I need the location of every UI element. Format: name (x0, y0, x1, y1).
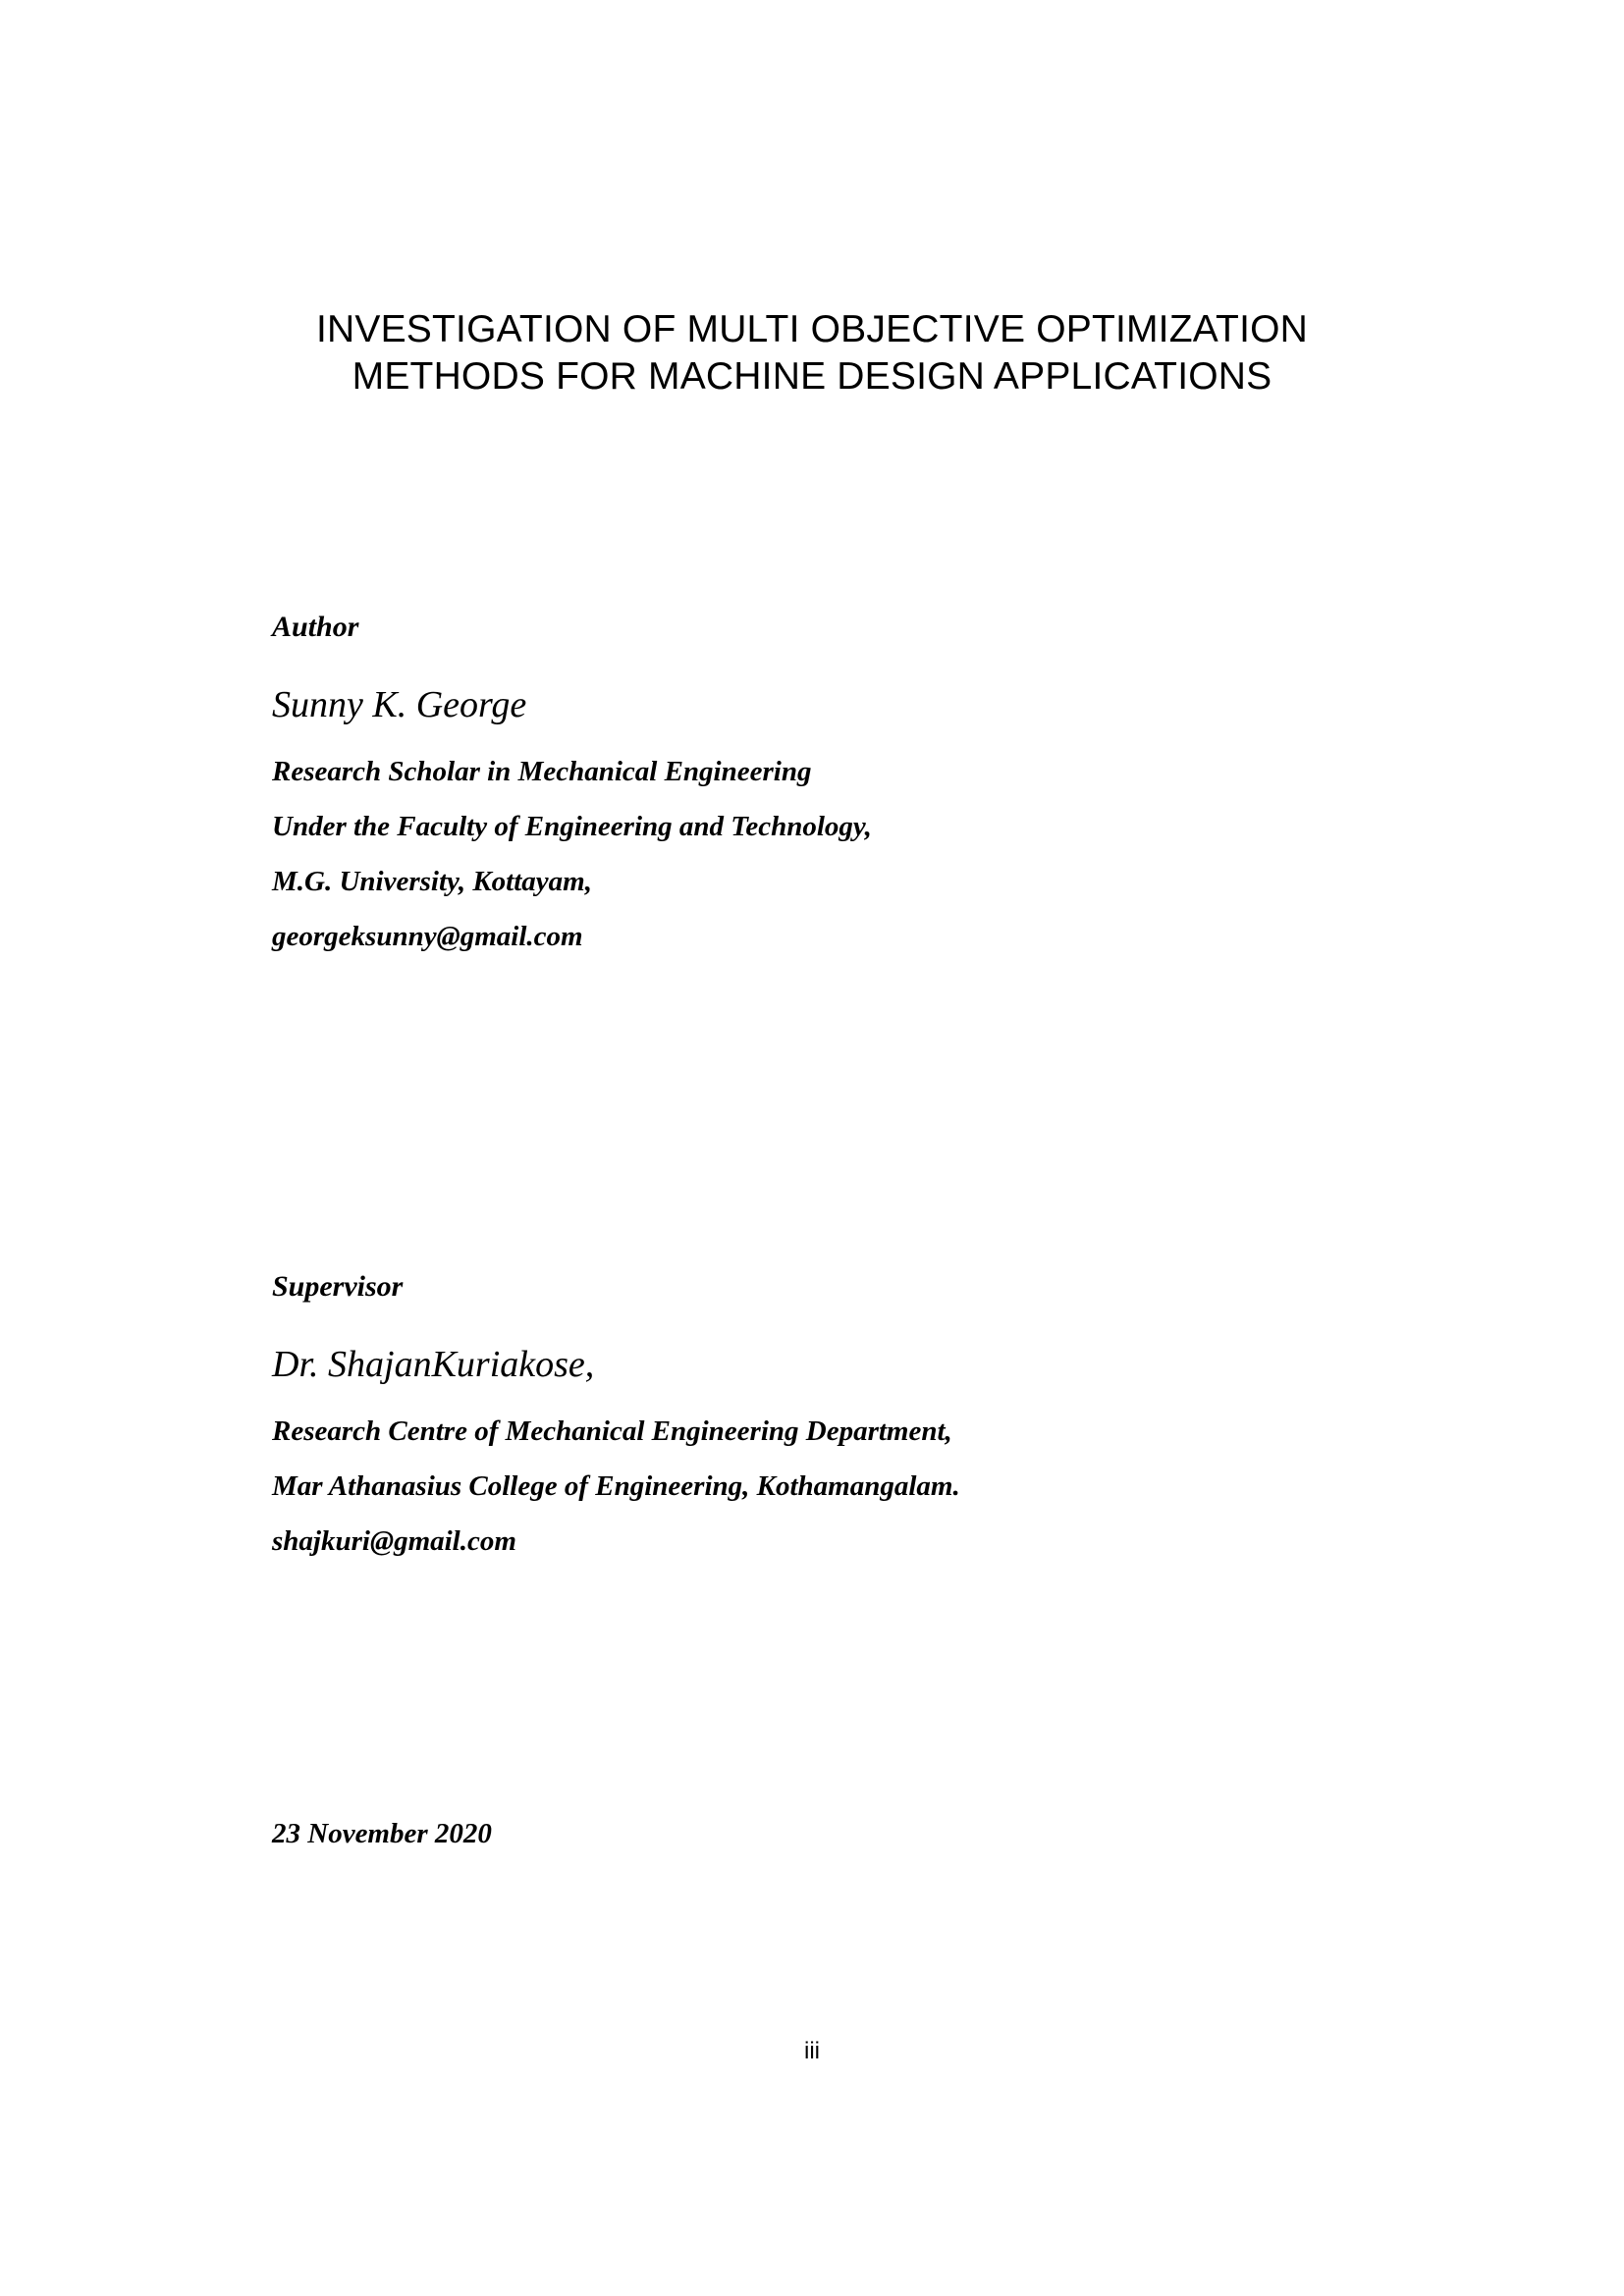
author-affiliation-line: Under the Faculty of Engineering and Technology, (272, 811, 872, 842)
thesis-title (0, 306, 1624, 400)
page-number: iii (804, 2038, 820, 2064)
author-affiliation-line: Research Scholar in Mechanical Engineering (272, 756, 812, 787)
author-name: Sunny K. George (272, 684, 527, 725)
supervisor-label: Supervisor (272, 1270, 404, 1303)
supervisor-name: Dr. ShajanKuriakose, (272, 1344, 595, 1385)
author-label: Author (272, 611, 359, 643)
submission-date: 23 November 2020 (272, 1818, 492, 1849)
author-email: georgeksunny@gmail.com (272, 921, 583, 952)
supervisor-affiliation-line: Mar Athanasius College of Engineering, Kothamangalam. (272, 1470, 960, 1502)
author-affiliation-line: M.G. University, Kottayam, (272, 866, 592, 897)
supervisor-email: shajkuri@gmail.com (272, 1525, 516, 1557)
supervisor-affiliation-line: Research Centre of Mechanical Engineering Department, (272, 1415, 952, 1447)
thesis-title-line-2: METHODS FOR MACHINE DESIGN APPLICATIONS (352, 355, 1272, 398)
thesis-title-line-1: INVESTIGATION OF MULTI OBJECTIVE OPTIMIZATION (315, 308, 1309, 350)
